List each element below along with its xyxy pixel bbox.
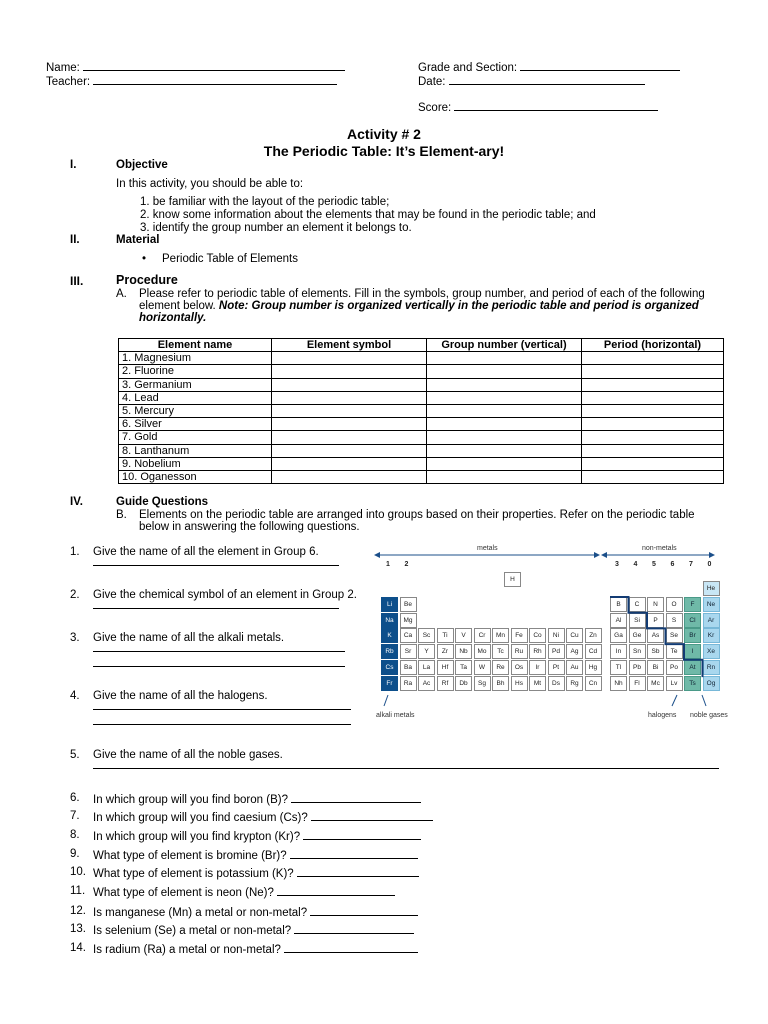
element-name-cell: 2. Fluorine <box>119 365 272 378</box>
element-cell-rf: Rf <box>437 676 454 691</box>
element-cell-mn: Mn <box>492 628 509 643</box>
element-cell-ds: Ds <box>548 676 565 691</box>
element-cell-o: O <box>666 597 683 612</box>
element-cell-pb: Pb <box>629 660 646 675</box>
alkali-label: alkali metals <box>376 712 415 719</box>
element-cell-li: Li <box>381 597 398 612</box>
question-number: 2. <box>70 589 80 601</box>
procedure-note: Note: Group number is organized vertically in the periodic table and period is organized <box>218 300 699 312</box>
period-cell[interactable] <box>582 457 724 470</box>
symbol-cell[interactable] <box>272 365 427 378</box>
element-cell-la: La <box>418 660 435 675</box>
procedure-text: Please refer to periodic table of elements. Fill in the symbols, group number, and period of each of the following <box>139 288 705 300</box>
element-cell-fe: Fe <box>511 628 528 643</box>
question-text <box>93 749 283 761</box>
question-text <box>93 589 357 601</box>
answer-line[interactable] <box>277 885 395 896</box>
answer-line[interactable] <box>93 708 351 710</box>
group-number-label: 6 <box>670 561 675 568</box>
question-number: 9. <box>70 848 80 860</box>
answer-line[interactable] <box>297 866 419 877</box>
table-row <box>119 431 724 444</box>
answer-line[interactable] <box>93 564 339 566</box>
element-cell-al: Al <box>610 613 627 628</box>
question-text <box>93 923 414 937</box>
question-number: 3. <box>70 632 80 644</box>
procedure-text-2 <box>139 300 699 312</box>
element-cell-c: C <box>629 597 646 612</box>
answer-line[interactable] <box>290 848 418 859</box>
element-cell-pt: Pt <box>548 660 565 675</box>
element-cell-ir: Ir <box>529 660 546 675</box>
element-cell-hg: Hg <box>585 660 602 675</box>
question-number: 14. <box>70 942 86 954</box>
group-cell[interactable] <box>427 391 582 404</box>
score-line[interactable] <box>454 99 658 111</box>
question-text <box>93 866 419 880</box>
element-cell-ca: Ca <box>400 628 417 643</box>
element-cell-pd: Pd <box>548 644 565 659</box>
element-cell-bh: Bh <box>492 676 509 691</box>
question-number: 13. <box>70 923 86 935</box>
question-number: 8. <box>70 829 80 841</box>
element-cell-mt: Mt <box>529 676 546 691</box>
element-cell-tl: Tl <box>610 660 627 675</box>
table-row <box>119 365 724 378</box>
material-number: II. <box>70 234 80 246</box>
name-line[interactable] <box>83 59 345 71</box>
objective-item: 2. know some information about the elements that may be found in the periodic table; and <box>140 209 596 221</box>
element-cell-v: V <box>455 628 472 643</box>
noble-label: noble gases <box>690 712 728 719</box>
element-cell-k: K <box>381 628 398 643</box>
teacher-line[interactable] <box>93 73 337 85</box>
element-cell-h: H <box>504 572 521 587</box>
group-cell[interactable] <box>427 365 582 378</box>
answer-line[interactable] <box>93 650 345 652</box>
table-row <box>119 404 724 417</box>
question-label: Is selenium (Se) a metal or non-metal? <box>93 925 292 937</box>
element-cell-po: Po <box>666 660 683 675</box>
question-number: 4. <box>70 690 80 702</box>
question-label: Is manganese (Mn) a metal or non-metal? <box>93 907 308 919</box>
question-text <box>93 690 268 702</box>
date-label: Date: <box>418 76 446 88</box>
element-cell-cd: Cd <box>585 644 602 659</box>
question-text <box>93 942 418 956</box>
symbol-cell[interactable] <box>272 470 427 483</box>
element-cell-rn: Rn <box>703 660 720 675</box>
answer-line[interactable] <box>311 810 433 821</box>
element-cell-zn: Zn <box>585 628 602 643</box>
question-number: 7. <box>70 810 80 822</box>
element-cell-ru: Ru <box>511 644 528 659</box>
question-text <box>93 546 319 558</box>
element-cell-mo: Mo <box>474 644 491 659</box>
group-cell[interactable] <box>427 431 582 444</box>
question-label: What type of element is bromine (Br)? <box>93 850 287 862</box>
table-row <box>119 418 724 431</box>
material-heading: Material <box>116 234 160 246</box>
element-cell-cu: Cu <box>566 628 583 643</box>
objective-heading: Objective <box>116 159 168 171</box>
table-row <box>119 352 724 365</box>
grade-label: Grade and Section: <box>418 62 518 74</box>
element-cell-ba: Ba <box>400 660 417 675</box>
element-name-cell: 1. Magnesium <box>119 352 272 365</box>
group-cell[interactable] <box>427 378 582 391</box>
element-name-cell: 3. Germanium <box>119 378 272 391</box>
question-number: 5. <box>70 749 80 761</box>
objective-item: 1. be familiar with the layout of the periodic table; <box>140 196 390 208</box>
group-number-label: 2 <box>404 561 409 568</box>
answer-line[interactable] <box>303 829 421 840</box>
activity-number: Activity # 2 <box>347 126 421 142</box>
element-cell-rg: Rg <box>566 676 583 691</box>
element-cell-as: As <box>647 628 664 643</box>
col-element-name: Element name <box>119 339 272 352</box>
period-cell[interactable] <box>582 378 724 391</box>
question-label: Give the chemical symbol of an element in Group 2. <box>93 589 357 601</box>
question-label: In which group will you find krypton (Kr)? <box>93 831 301 843</box>
element-cell-db: Db <box>455 676 472 691</box>
element-cell-au: Au <box>566 660 583 675</box>
element-cell-si: Si <box>629 613 646 628</box>
col-group-number: Group number (vertical) <box>427 339 582 352</box>
element-table <box>118 338 724 484</box>
period-cell[interactable] <box>582 444 724 457</box>
answer-line[interactable] <box>291 792 421 803</box>
symbol-cell[interactable] <box>272 457 427 470</box>
group-number-label: 7 <box>689 561 693 568</box>
question-text <box>93 792 421 806</box>
element-cell-sb: Sb <box>647 644 664 659</box>
group-cell[interactable] <box>427 352 582 365</box>
question-label: In which group will you find caesium (Cs)? <box>93 812 308 824</box>
symbol-cell[interactable] <box>272 444 427 457</box>
element-cell-hs: Hs <box>511 676 528 691</box>
element-cell-ti: Ti <box>437 628 454 643</box>
element-cell-co: Co <box>529 628 546 643</box>
element-cell-fl: Fl <box>629 676 646 691</box>
question-number: 10. <box>70 866 86 878</box>
answer-line[interactable] <box>294 923 414 934</box>
element-cell-b: B <box>610 597 627 612</box>
question-number: 6. <box>70 792 80 804</box>
group-number-label: 0 <box>707 561 712 568</box>
element-cell-cs: Cs <box>381 660 398 675</box>
element-cell-ac: Ac <box>418 676 435 691</box>
procedure-note-end: horizontally. <box>139 312 207 324</box>
element-cell-os: Os <box>511 660 528 675</box>
element-cell-zr: Zr <box>437 644 454 659</box>
element-cell-s: S <box>666 613 683 628</box>
group-number-label: 5 <box>652 561 656 568</box>
element-cell-sc: Sc <box>418 628 435 643</box>
symbol-cell[interactable] <box>272 391 427 404</box>
table-row <box>119 378 724 391</box>
date-field[interactable] <box>418 73 645 88</box>
score-label: Score: <box>418 102 452 114</box>
period-cell[interactable] <box>582 470 724 483</box>
question-label: Is radium (Ra) a metal or non-metal? <box>93 944 281 956</box>
name-label: Name: <box>46 62 80 74</box>
group-number-label: 3 <box>615 561 619 568</box>
element-cell-og: Og <box>703 676 720 691</box>
answer-line[interactable] <box>93 723 351 725</box>
grade-line[interactable] <box>520 59 680 71</box>
element-cell-f: F <box>684 597 701 612</box>
element-name-cell: 8. Lanthanum <box>119 444 272 457</box>
element-cell-n: N <box>647 597 664 612</box>
period-cell[interactable] <box>582 418 724 431</box>
element-cell-bi: Bi <box>647 660 664 675</box>
table-row <box>119 391 724 404</box>
element-cell-ra: Ra <box>400 676 417 691</box>
question-number: 1. <box>70 546 80 558</box>
table-row <box>119 470 724 483</box>
element-cell-ne: Ne <box>703 597 720 612</box>
group-cell[interactable] <box>427 470 582 483</box>
nonmetals-label: non-metals <box>642 545 677 552</box>
question-text <box>93 848 418 862</box>
element-cell-at: At <box>684 660 701 675</box>
procedure-number: III. <box>70 274 84 288</box>
group-cell[interactable] <box>427 444 582 457</box>
teacher-field[interactable] <box>46 73 337 88</box>
score-field[interactable] <box>418 99 658 114</box>
group-cell[interactable] <box>427 457 582 470</box>
metal-nonmetal-boundary <box>372 544 732 724</box>
element-cell-cl: Cl <box>684 613 701 628</box>
answer-line[interactable] <box>93 665 345 667</box>
element-cell-re: Re <box>492 660 509 675</box>
element-cell-rb: Rb <box>381 644 398 659</box>
element-cell-sn: Sn <box>629 644 646 659</box>
symbol-cell[interactable] <box>272 431 427 444</box>
question-label: Give the name of all the noble gases. <box>93 749 283 761</box>
element-cell-se: Se <box>666 628 683 643</box>
element-cell-ge: Ge <box>629 628 646 643</box>
element-cell-xe: Xe <box>703 644 720 659</box>
answer-line[interactable] <box>93 607 339 609</box>
element-cell-y: Y <box>418 644 435 659</box>
element-cell-p: P <box>647 613 664 628</box>
element-name-cell: 7. Gold <box>119 431 272 444</box>
procedure-text-a: element below. <box>139 300 219 312</box>
halogens-label: halogens <box>648 712 677 719</box>
element-cell-ar: Ar <box>703 613 720 628</box>
element-name-cell: 9. Nobelium <box>119 457 272 470</box>
element-cell-he: He <box>703 581 720 596</box>
material-item: Periodic Table of Elements <box>162 253 298 265</box>
element-name-cell: 4. Lead <box>119 391 272 404</box>
element-cell-cn: Cn <box>585 676 602 691</box>
periodic-table <box>372 544 732 724</box>
element-name-cell: 6. Silver <box>119 418 272 431</box>
period-cell[interactable] <box>582 391 724 404</box>
material-bullet: • <box>142 253 147 265</box>
question-text <box>93 810 433 824</box>
table-header-row <box>119 339 724 352</box>
element-cell-rh: Rh <box>529 644 546 659</box>
group-number-label: 1 <box>386 561 390 568</box>
question-text <box>93 632 284 644</box>
guide-number: IV. <box>70 496 84 508</box>
symbol-cell[interactable] <box>272 404 427 417</box>
question-number: 11. <box>70 885 86 897</box>
period-cell[interactable] <box>582 431 724 444</box>
element-cell-na: Na <box>381 613 398 628</box>
objective-intro: In this activity, you should be able to: <box>116 178 304 190</box>
group-cell[interactable] <box>427 418 582 431</box>
answer-line[interactable] <box>284 942 418 953</box>
element-cell-in: In <box>610 644 627 659</box>
element-cell-ga: Ga <box>610 628 627 643</box>
element-cell-ta: Ta <box>455 660 472 675</box>
element-cell-br: Br <box>684 628 701 643</box>
question-label: In which group will you find boron (B)? <box>93 794 288 806</box>
element-name-cell: 10. Oganesson <box>119 470 272 483</box>
question-label: Give the name of all the halogens. <box>93 690 268 702</box>
element-cell-lv: Lv <box>666 676 683 691</box>
guide-letter: B. <box>116 509 127 521</box>
group-cell[interactable] <box>427 404 582 417</box>
period-cell[interactable] <box>582 404 724 417</box>
question-label: Give the name of all the alkali metals. <box>93 632 285 644</box>
procedure-heading: Procedure <box>116 273 178 287</box>
teacher-label: Teacher: <box>46 76 91 88</box>
question-text <box>93 905 418 919</box>
grade-field[interactable] <box>418 59 680 74</box>
element-cell-cr: Cr <box>474 628 491 643</box>
question-label: What type of element is potassium (K)? <box>93 868 294 880</box>
element-cell-ts: Ts <box>684 676 701 691</box>
question-label: What type of element is neon (Ne)? <box>93 887 274 899</box>
element-cell-tc: Tc <box>492 644 509 659</box>
element-cell-ni: Ni <box>548 628 565 643</box>
guide-heading: Guide Questions <box>116 496 209 508</box>
element-cell-mg: Mg <box>400 613 417 628</box>
question-text <box>93 829 421 843</box>
element-cell-mc: Mc <box>647 676 664 691</box>
element-cell-te: Te <box>666 644 683 659</box>
period-cell[interactable] <box>582 365 724 378</box>
guide-text: Elements on the periodic table are arranged into groups based on their properties. Refer on the periodic table <box>139 509 695 521</box>
objective-number: I. <box>70 159 77 171</box>
element-cell-i: I <box>684 644 701 659</box>
procedure-letter: A. <box>116 288 127 300</box>
period-cell[interactable] <box>582 352 724 365</box>
element-cell-w: W <box>474 660 491 675</box>
table-row <box>119 457 724 470</box>
element-cell-nh: Nh <box>610 676 627 691</box>
element-cell-hf: Hf <box>437 660 454 675</box>
answer-line[interactable] <box>310 905 418 916</box>
symbol-cell[interactable] <box>272 352 427 365</box>
element-cell-be: Be <box>400 597 417 612</box>
group-number-label: 4 <box>633 561 638 568</box>
date-line[interactable] <box>449 73 645 85</box>
page-title: The Periodic Table: It’s Element-ary! <box>263 143 505 159</box>
element-cell-sr: Sr <box>400 644 417 659</box>
element-cell-sg: Sg <box>474 676 491 691</box>
col-period: Period (horizontal) <box>582 339 724 352</box>
element-cell-kr: Kr <box>703 628 720 643</box>
element-cell-fr: Fr <box>381 676 398 691</box>
metals-label: metals <box>477 545 498 552</box>
guide-text-2: below in answering the following questions. <box>139 521 360 533</box>
element-cell-ag: Ag <box>566 644 583 659</box>
symbol-cell[interactable] <box>272 418 427 431</box>
answer-line[interactable] <box>93 767 719 769</box>
element-name-cell: 5. Mercury <box>119 404 272 417</box>
question-number: 12. <box>70 905 86 917</box>
table-row <box>119 444 724 457</box>
symbol-cell[interactable] <box>272 378 427 391</box>
question-text <box>93 885 395 899</box>
name-field[interactable] <box>46 59 345 74</box>
objective-item: 3. identify the group number an element it belongs to. <box>140 222 412 234</box>
element-cell-nb: Nb <box>455 644 472 659</box>
question-label: Give the name of all the element in Group 6. <box>93 546 319 558</box>
col-element-symbol: Element symbol <box>272 339 427 352</box>
